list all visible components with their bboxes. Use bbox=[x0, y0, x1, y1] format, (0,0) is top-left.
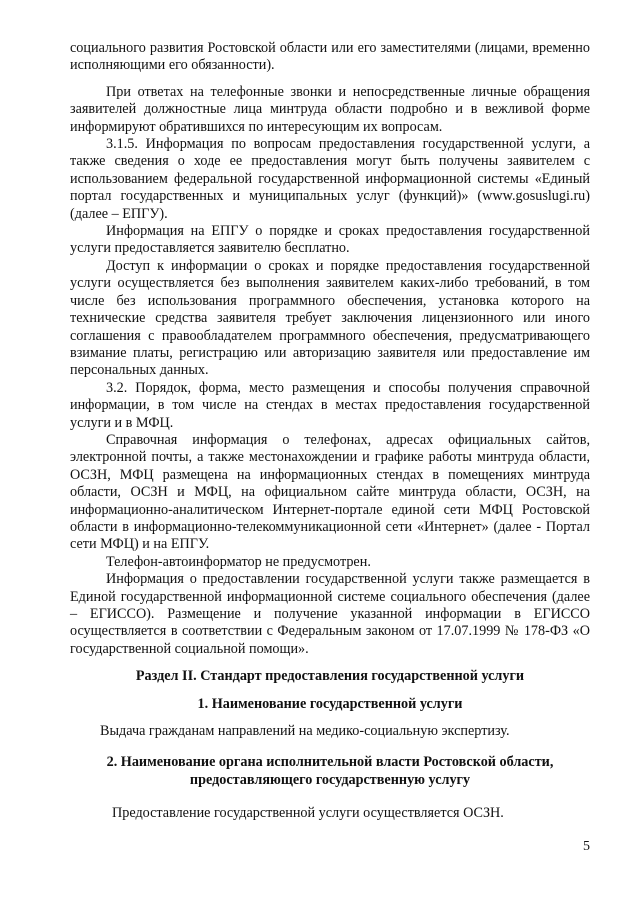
paragraph-phone-calls: При ответах на телефонные звонки и непосредственные личные обращения заявителей должностные лица минтруда области подробно и в вежливой форме информируют обратившихся по интересующим их вопросам. bbox=[70, 83, 590, 135]
subsection-2-heading bbox=[70, 754, 590, 789]
paragraph-egisso: Информация о предоставлении государственной услуги также размещается в Единой государственной информационной системе социального обеспечения (далее – ЕГИССО). Размещение и получение указанной информации в ЕГИССО осуществляется в соответствии с Федеральным законом от 17.07.1999 № 178-ФЗ «О государственной социальной помощи». bbox=[70, 571, 590, 657]
subsection-1-heading: 1. Наименование государственной услуги bbox=[197, 695, 463, 712]
subsection-1-text: Выдача гражданам направлений на медико-социальную экспертизу. bbox=[100, 723, 510, 740]
page-number: 5 bbox=[583, 839, 590, 854]
paragraph-reference-info: Справочная информация о телефонах, адресах официальных сайтов, электронной почты, а также местонахождении и графике работы минтруда области, ОСЗН, МФЦ размещена на информационных стендах в помещениях минтруда области, ОСЗН и МФЦ, на официальном сайте минтруда области, ОСЗН, на информационно-аналитическом Интернет-портале единой сети МФЦ Ростовской области в информационно-телекоммуникационной сети «Интернет» (далее - Портал сети МФЦ) и на ЕПГУ. bbox=[70, 431, 590, 553]
paragraph-3-2: 3.2. Порядок, форма, место размещения и способы получения справочной информации, в том числе на стендах в местах предоставления государственной услуги и в МФЦ. bbox=[70, 379, 590, 431]
document-body bbox=[70, 40, 590, 823]
paragraph-access: Доступ к информации о сроках и порядке предоставления государственной услуги осуществляется без выполнения заявителем каких-либо требований, в том числе без использования программного обеспечения, установка которого на технические средства заявителя требует заключения лицензионного или иного соглашения с правообладателем программного обеспечения, предусматривающего взимание платы, регистрацию или авторизацию заявителя или предоставление им персональных данных. bbox=[70, 257, 590, 379]
paragraph-epgu-free: Информация на ЕПГУ о порядке и сроках предоставления государственной услуги предоставляется заявителю бесплатно. bbox=[70, 223, 590, 257]
paragraph-autoinformer: Телефон-автоинформатор не предусмотрен. bbox=[106, 553, 371, 570]
subsection-2-heading-line2: предоставляющего государственную услугу bbox=[189, 771, 471, 788]
subsection-2-text: Предоставление государственной услуги осуществляется ОСЗН. bbox=[112, 805, 504, 822]
subsection-2-heading-line1: 2. Наименование органа исполнительной власти Ростовской области, bbox=[106, 754, 554, 771]
section-heading: Раздел II. Стандарт предоставления государственной услуги bbox=[135, 668, 525, 685]
paragraph-3-1-5: 3.1.5. Информация по вопросам предоставления государственной услуги, а также сведения о ходе ее предоставления могут быть получены заявителем с использованием федеральной государственной информационной системы «Единый портал государственных и муниципальных услуг (функций)» (www.gosuslugi.ru) (далее – ЕПГУ). bbox=[70, 136, 590, 222]
paragraph-continuation: социального развития Ростовской области или его заместителями (лицами, временно исполняющими его обязанности). bbox=[70, 40, 590, 74]
